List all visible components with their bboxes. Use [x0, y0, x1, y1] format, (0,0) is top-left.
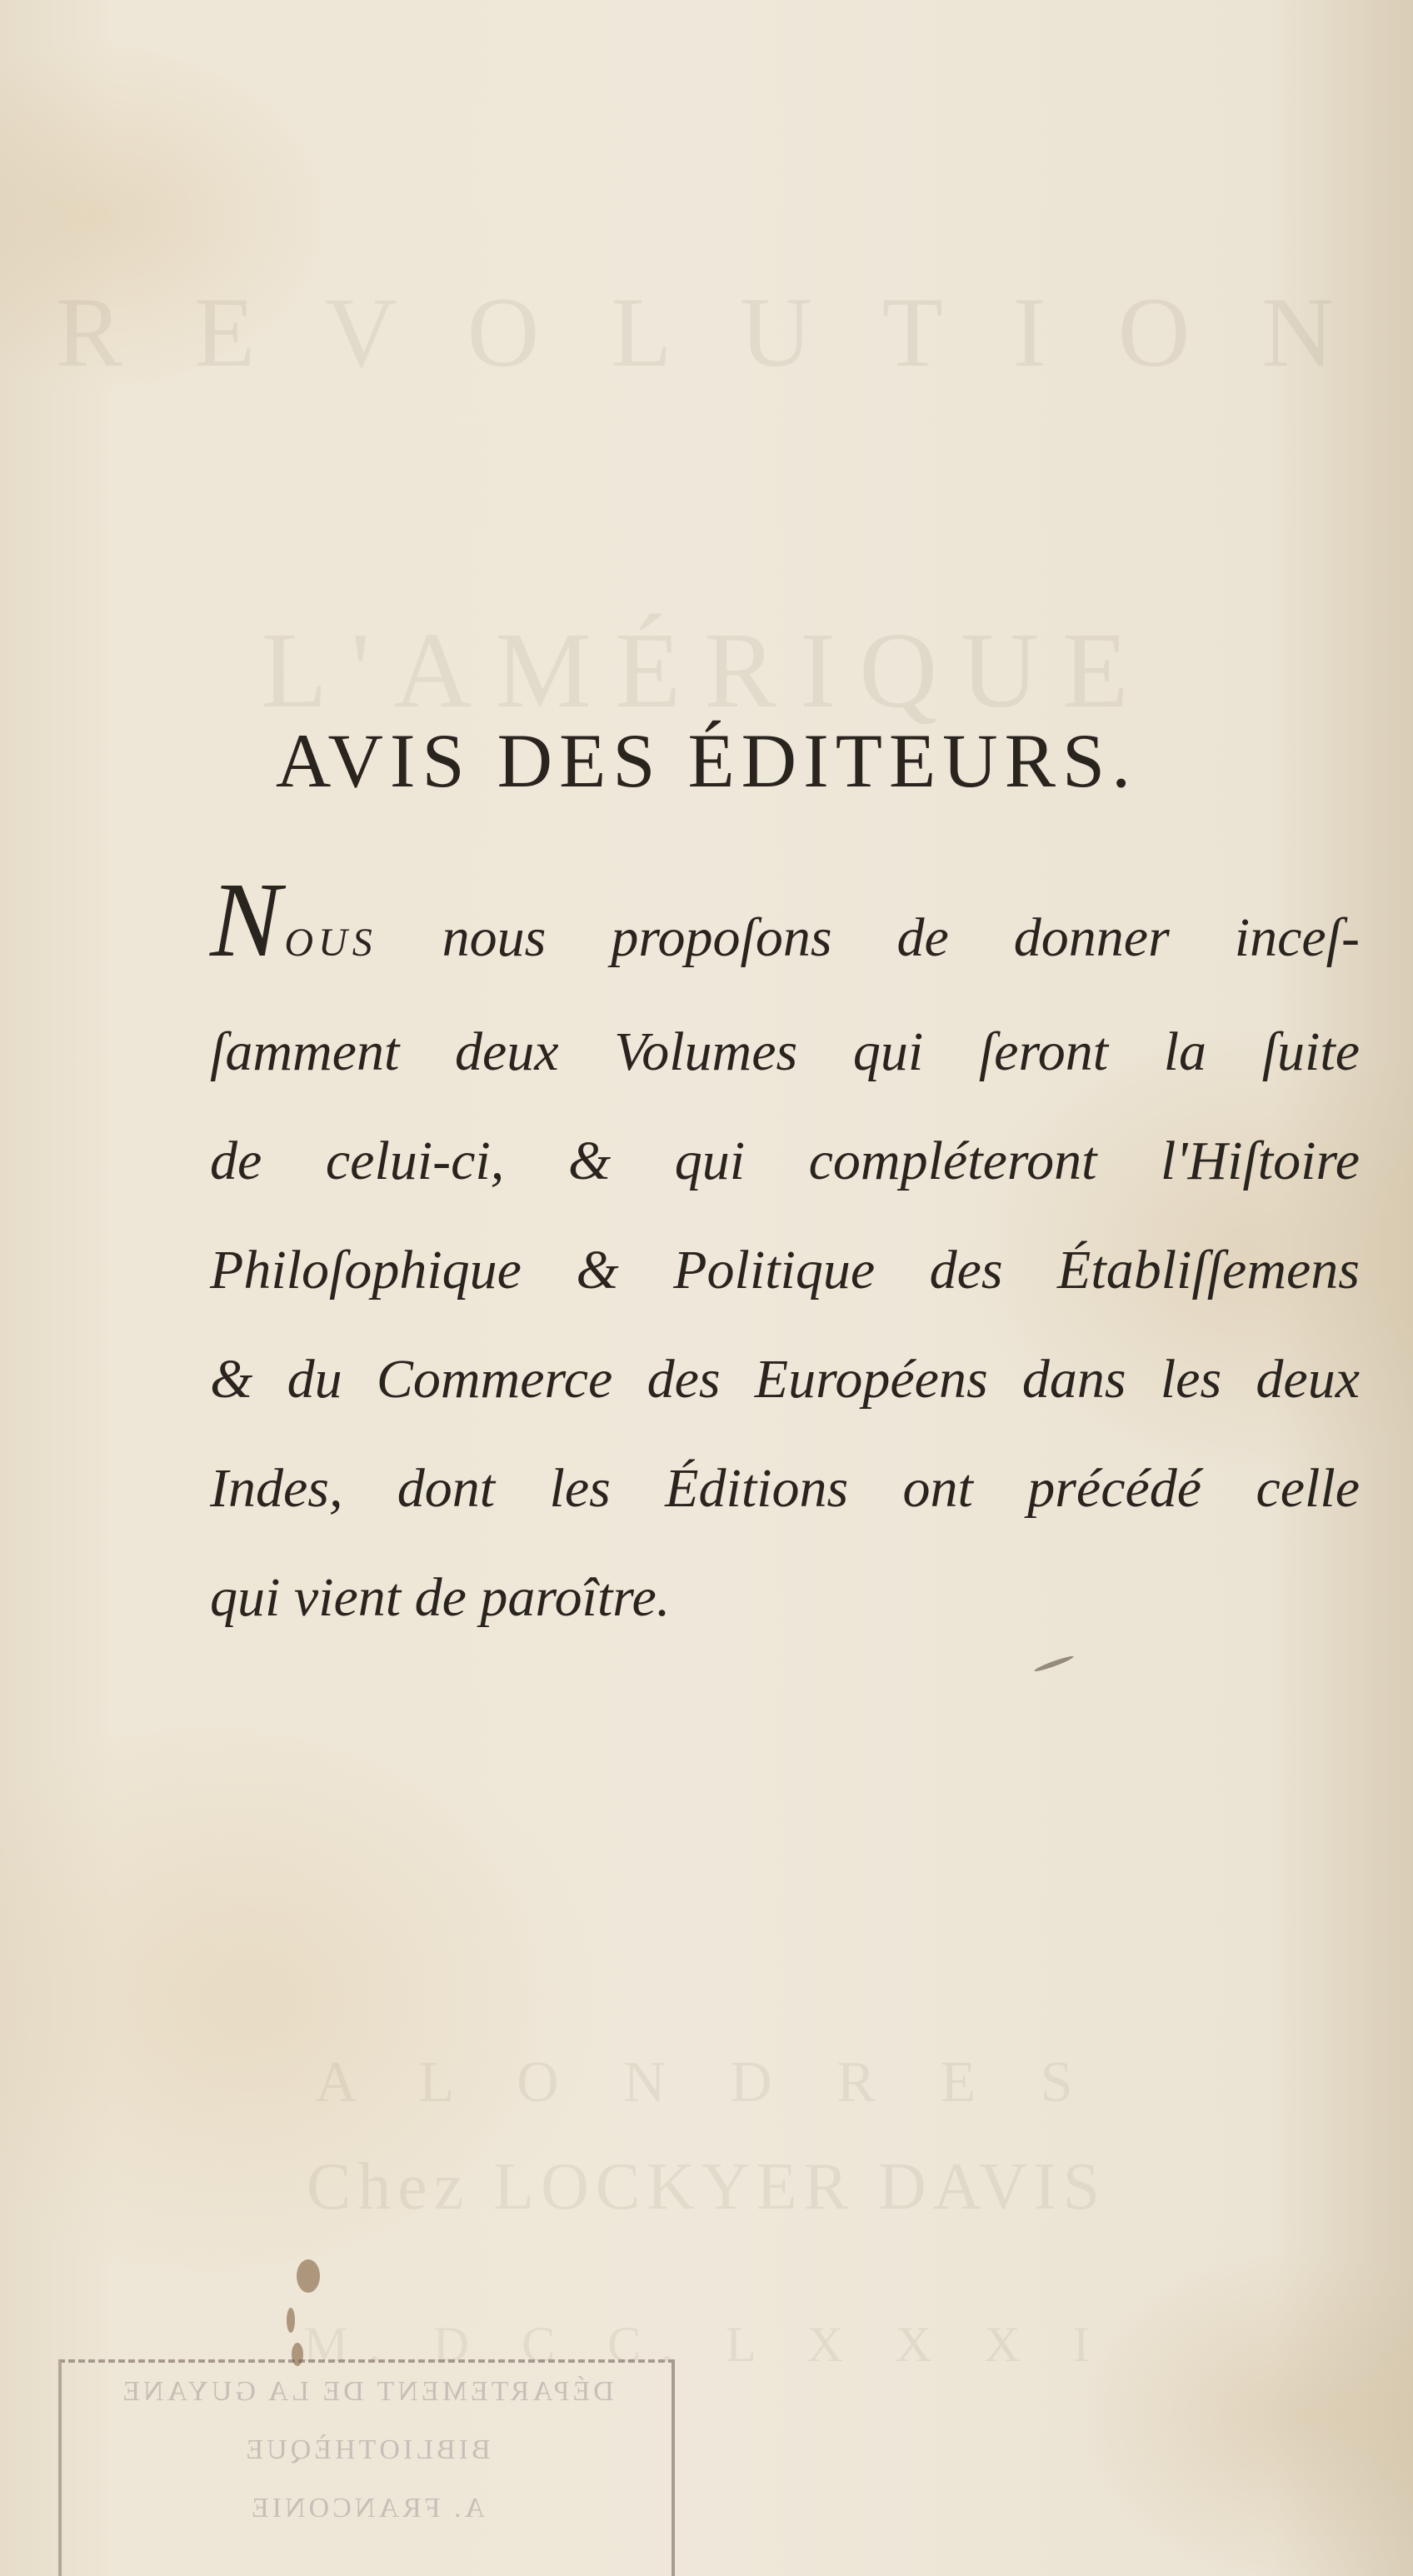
paragraph-line: de celui-ci, & qui compléteront l'Hiſtoire [210, 1131, 1360, 1191]
paragraph-line: ſamment deux Volumes qui ſeront la ſuite [210, 1021, 1360, 1082]
show-through-text: L'AMÉRIQUE [261, 611, 1152, 731]
paragraph-line: & du Commerce des Européens dans les deux [210, 1349, 1360, 1410]
show-through-text: A L O N D R E S [315, 2050, 1098, 2114]
drop-cap: N [210, 861, 282, 979]
show-through-text: R E V O L U T I O N [55, 277, 1358, 387]
paragraph-line [210, 861, 1360, 997]
paragraph-line: Philoſophique & Politique des Établiſſemens [210, 1240, 1360, 1300]
editors-notice-paragraph [210, 861, 1360, 1652]
library-stamp [58, 2359, 675, 2576]
paragraph-line: Indes, dont les Éditions ont précédé celle [210, 1458, 1360, 1519]
stamp-text: A. FRANCONIE [247, 2493, 486, 2524]
show-through-text: M. D C C. L X X X I [303, 2317, 1110, 2372]
stamp-text: DÉPARTEMENT DE LA GUYANE [119, 2376, 614, 2407]
page-heading: AVIS DES ÉDITEURS. [275, 718, 1138, 803]
small-caps-word: OUS [284, 921, 377, 965]
stamp-text: BIBLIOTHÈQUE [242, 2434, 491, 2465]
ink-mark [287, 2308, 295, 2333]
ink-mark [297, 2259, 320, 2293]
paragraph-line-text: nous propoſons de donner inceſ- [377, 907, 1360, 968]
show-through-text: Chez LOCKYER DAVIS [306, 2150, 1107, 2224]
ink-mark [1033, 1655, 1074, 1674]
paragraph-line: qui vient de paroître. [210, 1567, 671, 1628]
